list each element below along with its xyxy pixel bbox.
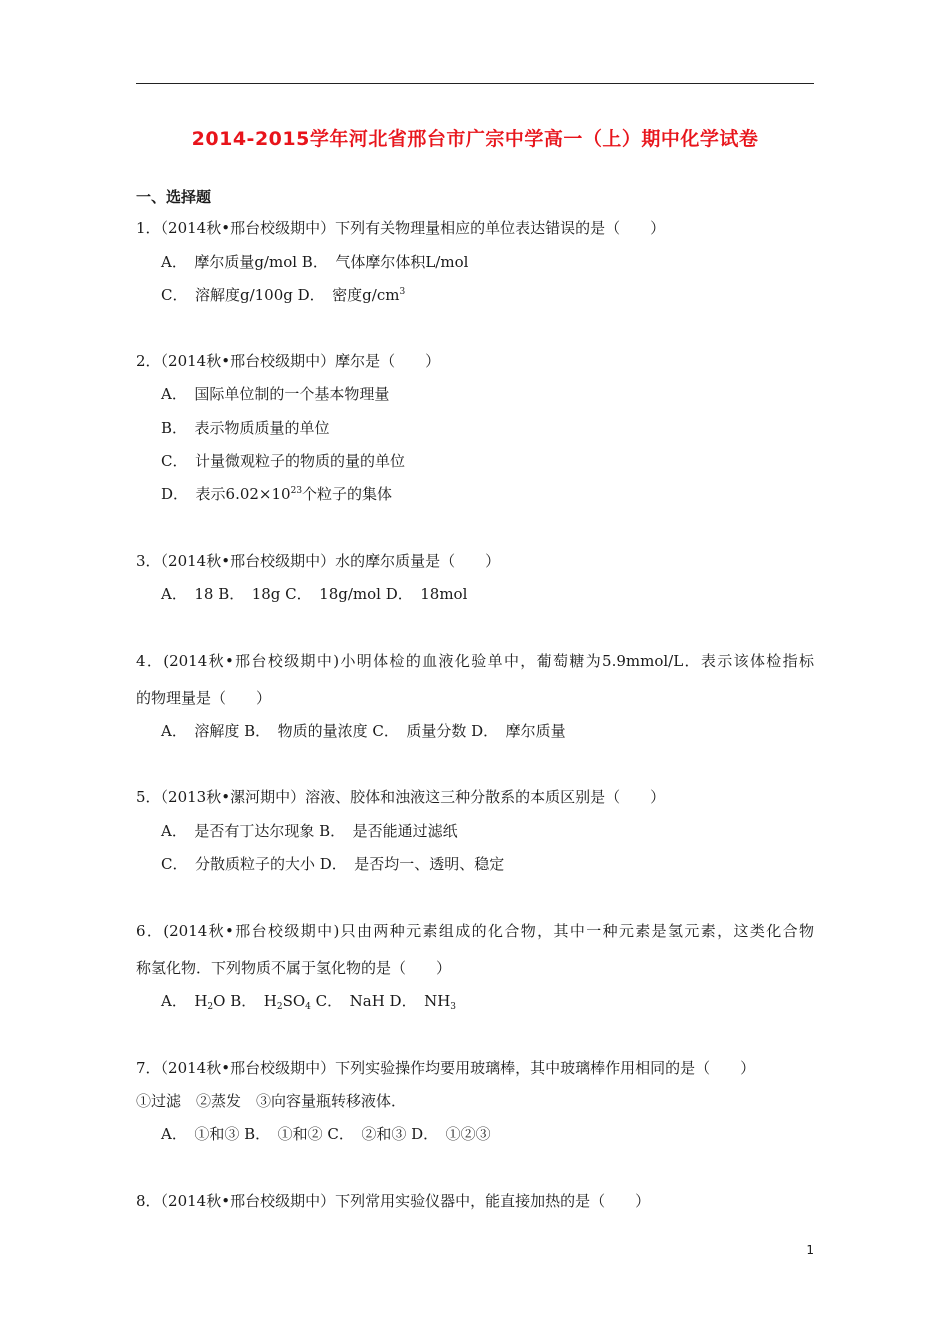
section-heading: 一、选择题 [136,188,212,206]
question-7-items: ①过滤 ②蒸发 ③向容量瓶转移液体． [136,1092,407,1110]
question-1-stem: 1．（2014秋•邢台校级期中）下列有关物理量相应的单位表达错误的是（ ） [136,219,666,237]
question-1-options-cd: C． 溶解度g/100g D． 密度$g/cm^3$ [161,286,406,304]
question-6-stem-line1: 6．(2014秋•邢台校级期中)只由两种元素组成的化合物，其中一种元素是氢元素，这类化合物 [136,922,814,940]
question-8-stem: 8．（2014秋•邢台校级期中）下列常用实验仪器中，能直接加热的是（ ） [136,1192,651,1210]
question-1-options-ab: A． 摩尔质量g/mol B． 气体摩尔体积L/mol [161,253,469,271]
question-6-options: A． $H_2O$ B． $H_2SO_4$ C． NaH D． $NH_3$ [161,992,457,1012]
question-2-option-a: A． 国际单位制的一个基本物理量 [161,385,390,403]
question-5-stem: 5．（2013秋•漯河期中）溶液、胶体和浊液这三种分散系的本质区别是（ ） [136,788,666,806]
question-4-options: A． 溶解度 B． 物质的量浓度 C． 质量分数 D． 摩尔质量 [161,722,566,740]
question-2-option-c: C． 计量微观粒子的物质的量的单位 [161,452,405,470]
question-7-stem: 7．（2014秋•邢台校级期中）下列实验操作均要用玻璃棒，其中玻璃棒作用相同的是（ ） [136,1059,756,1077]
question-5-options-cd: C． 分散质粒子的大小 D． 是否均一、透明、稳定 [161,855,505,873]
question-4-stem-line1: 4．(2014秋•邢台校级期中)小明体检的血液化验单中，葡萄糖为5.9mmol/L．表示该体检指标 [136,652,814,670]
question-2-stem: 2．（2014秋•邢台校级期中）摩尔是（ ） [136,352,441,370]
question-2-option-d: D． 表示$6.02\times 10^{23}$个粒子的集体 [161,485,393,503]
question-3-options: A． 18 B． 18g C． 18g/mol D． 18mol [161,585,468,603]
question-3-stem: 3．（2014秋•邢台校级期中）水的摩尔质量是（ ） [136,552,501,570]
question-7-options: A． ①和③ B． ①和② C． ②和③ D． ①②③ [161,1125,491,1143]
page-title: 2014-2015学年河北省邢台市广宗中学高一（上）期中化学试卷 [191,128,759,150]
page-number: 1 [806,1243,814,1257]
question-2-option-b: B． 表示物质质量的单位 [161,419,330,437]
question-5-options-ab: A． 是否有丁达尔现象 B． 是否能通过滤纸 [161,822,458,840]
question-6-stem-line2: 称氢化物．下列物质不属于氢化物的是（ ） [136,959,452,977]
question-4-stem-line2: 的物理量是（ ） [136,689,272,707]
header-rule [136,83,814,84]
